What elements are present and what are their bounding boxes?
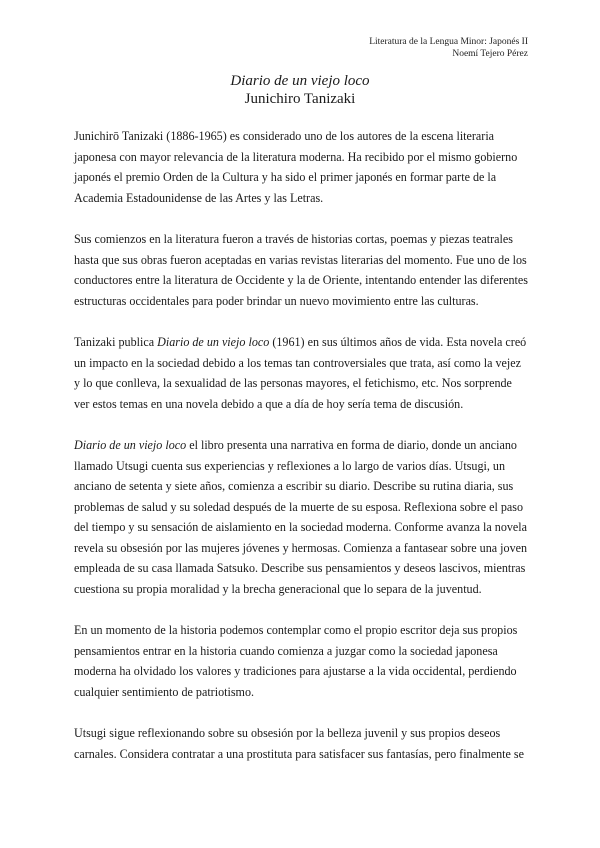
document-author: Junichiro Tanizaki (244, 91, 356, 107)
paragraph-2: Sus comienzos en la literatura fueron a través de historias cortas, poemas y piezas teatrales hasta que sus obras fueron aceptadas en varias revistas literarias del momento. Fue uno de los conductores entre la literatura de Occidente y la de Oriente, intentando entender las diferentes estructuras occidentales para poder brindar un nuevo movimiento entre las culturas. (74, 231, 528, 308)
header-student: Noemí Tejero Pérez (452, 49, 528, 59)
title-block (0, 72, 600, 108)
paragraph-1: Junichirō Tanizaki (1886-1965) es considerado uno de los autores de la escena literaria japonesa con mayor relevancia de la literatura moderna. Ha recibido por el mismo gobierno japonés el premio Orden de la Cultura y ha sido el primer japonés en formar parte de la Academia Estadounidense de las Artes y las Letras. (74, 129, 518, 205)
page-header (369, 36, 528, 60)
paragraph-4-after: el libro presenta una narrativa en forma de diario, donde un anciano llamado Utsugi cuenta sus experiencias y reflexiones a lo largo de varios días. Utsugi, un anciano de setenta y siete años, comienza a escribir su diario. Describe su rutina diaria, sus problemas de salud y su soledad después de la muerte de su esposa. Reflexiona sobre el paso del tiempo y su sensación de aislamiento en la sociedad moderna. Conforme avanza la novela revela su obsesión por las mujeres jóvenes y hermosas. Comienza a fantasear sobre una joven empleada de su casa llamada Satsuko. Describe sus pensamientos y deseos lascivos, mientras cuestiona su propia moralidad y la brecha generacional que lo separa de la juventud. (74, 437, 528, 597)
paragraph-3-before: Tanizaki publica (74, 334, 158, 349)
paragraph-5: En un momento de la historia podemos contemplar como el propio escritor deja sus propios pensamientos entrar en la historia cuando comienza a juzgar como la sociedad japonesa moderna ha olvidado los valores y tradiciones para ajustarse a la vida occidental, perdiendo cualquier sentimiento de patriotismo. (74, 623, 518, 700)
document-body (74, 126, 529, 785)
paragraph-3-book-title: Diario de un viejo loco (157, 334, 270, 349)
paragraph-4-book-title: Diario de un viejo loco (74, 437, 187, 452)
paragraph-3-after: (1961) en sus últimos años de vida. Esta novela creó un impacto en la sociedad debido a los temas tan controversiales que trata, así como la vejez y lo que conlleva, la sexualidad de las personas mayores, el fetichismo, etc. Nos sorprende ver estos temas en una novela debido a que a día de hoy sería tema de discusión. (74, 334, 527, 411)
header-course: Literatura de la Lengua Minor: Japonés II (369, 37, 528, 47)
document-title: Diario de un viejo loco (230, 73, 370, 89)
paragraph-6: Utsugi sigue reflexionando sobre su obsesión por la belleza juvenil y sus propios deseos carnales. Considera contratar a una prostituta para satisfacer sus fantasías, pero finalmente se (74, 726, 524, 761)
paragraph-4 (74, 435, 529, 600)
paragraph-3 (74, 332, 529, 414)
